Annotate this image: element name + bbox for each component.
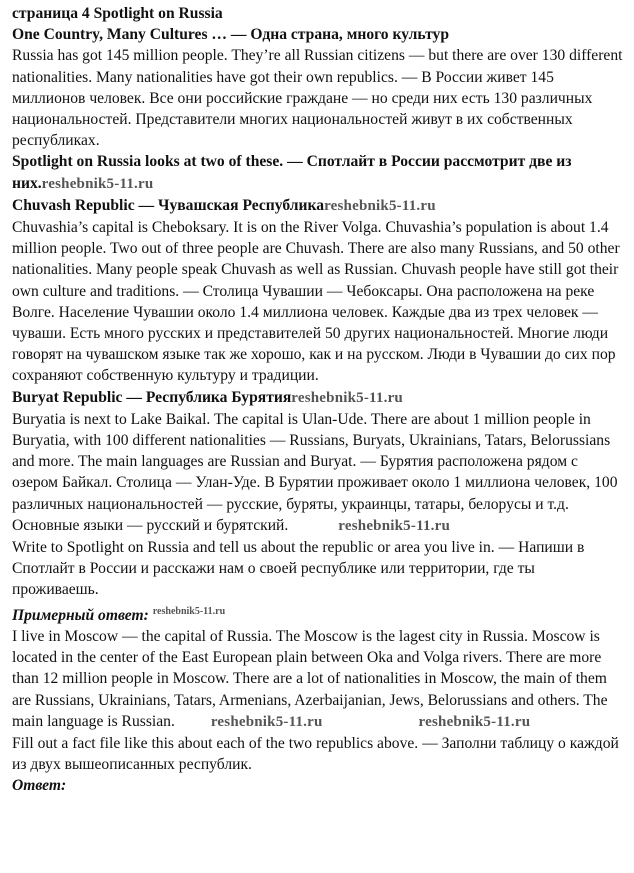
spotlight-heading: Spotlight on Russia looks at two of these. — Спотлайт в России рассмотрит две из них. bbox=[12, 153, 572, 192]
intro-paragraph bbox=[12, 45, 624, 151]
sample-answer-label: Примерный ответ: bbox=[12, 606, 149, 624]
section-title: One Country, Many Cultures … — Одна страна, много культур bbox=[12, 26, 449, 44]
task2-paragraph bbox=[12, 733, 624, 775]
watermark: reshebnik5-11.ru bbox=[338, 517, 450, 534]
task2-russian: — Заполни таблицу о каждой из двух вышеописанных республик. bbox=[12, 734, 619, 774]
spotlight-heading-paragraph bbox=[12, 151, 624, 194]
watermark: reshebnik5-11.ru bbox=[41, 175, 154, 192]
task1-paragraph bbox=[12, 537, 624, 601]
sample-label-paragraph bbox=[12, 601, 624, 626]
chuvash-paragraph bbox=[12, 217, 624, 387]
task1-english: Write to Spotlight on Russia and tell us about the republic or area you live in. bbox=[12, 539, 495, 557]
page-heading: страница 4 Spotlight on Russia bbox=[12, 5, 223, 22]
watermark: reshebnik5-11.ru bbox=[324, 197, 436, 214]
task1-russian: — Напиши в Спотлайт в России и расскажи нам о своей республике или территории, где ты проживаешь. bbox=[12, 539, 585, 599]
buryat-english: Buryatia is next to Lake Baikal. The capital is Ulan-Ude. There are about 1 million people in Buryatia, with 100 different nationalities — Russians, Buryats, Ukrainians, Tatars, Belorussians and more. The main languages are Russian and Buryat. bbox=[12, 410, 611, 471]
chuvash-english: Chuvashia’s capital is Cheboksary. It is on the River Volga. Chuvashia’s population is about 1.4 million people. Two out of three people are Chuvash. There are also many Russians, and 50 other nationalities. Many people speak Chuvash as well as Russian. Chuvash people have still got their own culture and traditions. bbox=[12, 219, 620, 300]
buryat-heading-paragraph bbox=[12, 387, 624, 409]
chuvash-russian: — Столица Чувашии — Чебоксары. Она расположена на реке Волге. Население Чувашии около 1.4 миллиона человек. Каждые два из трех человек — чуваши. Есть много русских и представителей 50 других национальностей. Многие люди говорят на чувашском языке так же хорошо, как и на русском. Люди в Чувашии до сих пор сохраняют собственную культуру и традиции. bbox=[12, 282, 616, 385]
answer-text: I live in Moscow — the capital of Russia. The Moscow is the lagest city in Russia. Moscow is located in the center of the East European plain between Oka and Volga rivers. There are more than 12 million people in Moscow. There are a lot of nationalities in Moscow, the main of them are Russians, Ukrainians, Tatars, Armenians, Azerbaijanian, Jews, Belorussians and others. The main language is Russian. bbox=[12, 627, 608, 730]
buryat-paragraph bbox=[12, 409, 624, 537]
task2-english: Fill out a fact file like this about each of the two republics above. bbox=[12, 734, 419, 752]
chuvash-heading-paragraph bbox=[12, 195, 624, 217]
chuvash-heading: Chuvash Republic — Чувашская Республика bbox=[12, 196, 325, 214]
buryat-heading: Buryat Republic — Республика Бурятия bbox=[12, 388, 292, 406]
answer-paragraph bbox=[12, 626, 624, 733]
watermark: reshebnik5-11.ru bbox=[291, 389, 403, 406]
answer-label: Ответ: bbox=[12, 777, 67, 795]
watermark: reshebnik5-11.ru bbox=[152, 605, 226, 617]
buryat-russian: — Бурятия расположена рядом с озером Байкал. Столица — Улан-Уде. В Бурятии проживает около 1 миллиона человек, 100 различных национальностей — русские, буряты, украинцы, татары, белорусы и т.д. Основные языки — русский и бурятский. bbox=[12, 453, 618, 534]
watermark: reshebnik5-11.ru bbox=[418, 713, 531, 730]
watermark: reshebnik5-11.ru bbox=[210, 713, 323, 730]
intro-english: Russia has got 145 million people. They’re all Russian citizens — but there are over 130 different nationalities. Many nationalities have got their own republics. bbox=[12, 47, 623, 86]
intro-russian: — В России живет 145 миллионов человек. Все они российские граждане — но среди них есть 130 различных национальностей. Представители многих национальностей живут в их собственных республиках. bbox=[12, 68, 593, 150]
document-body bbox=[12, 3, 624, 797]
